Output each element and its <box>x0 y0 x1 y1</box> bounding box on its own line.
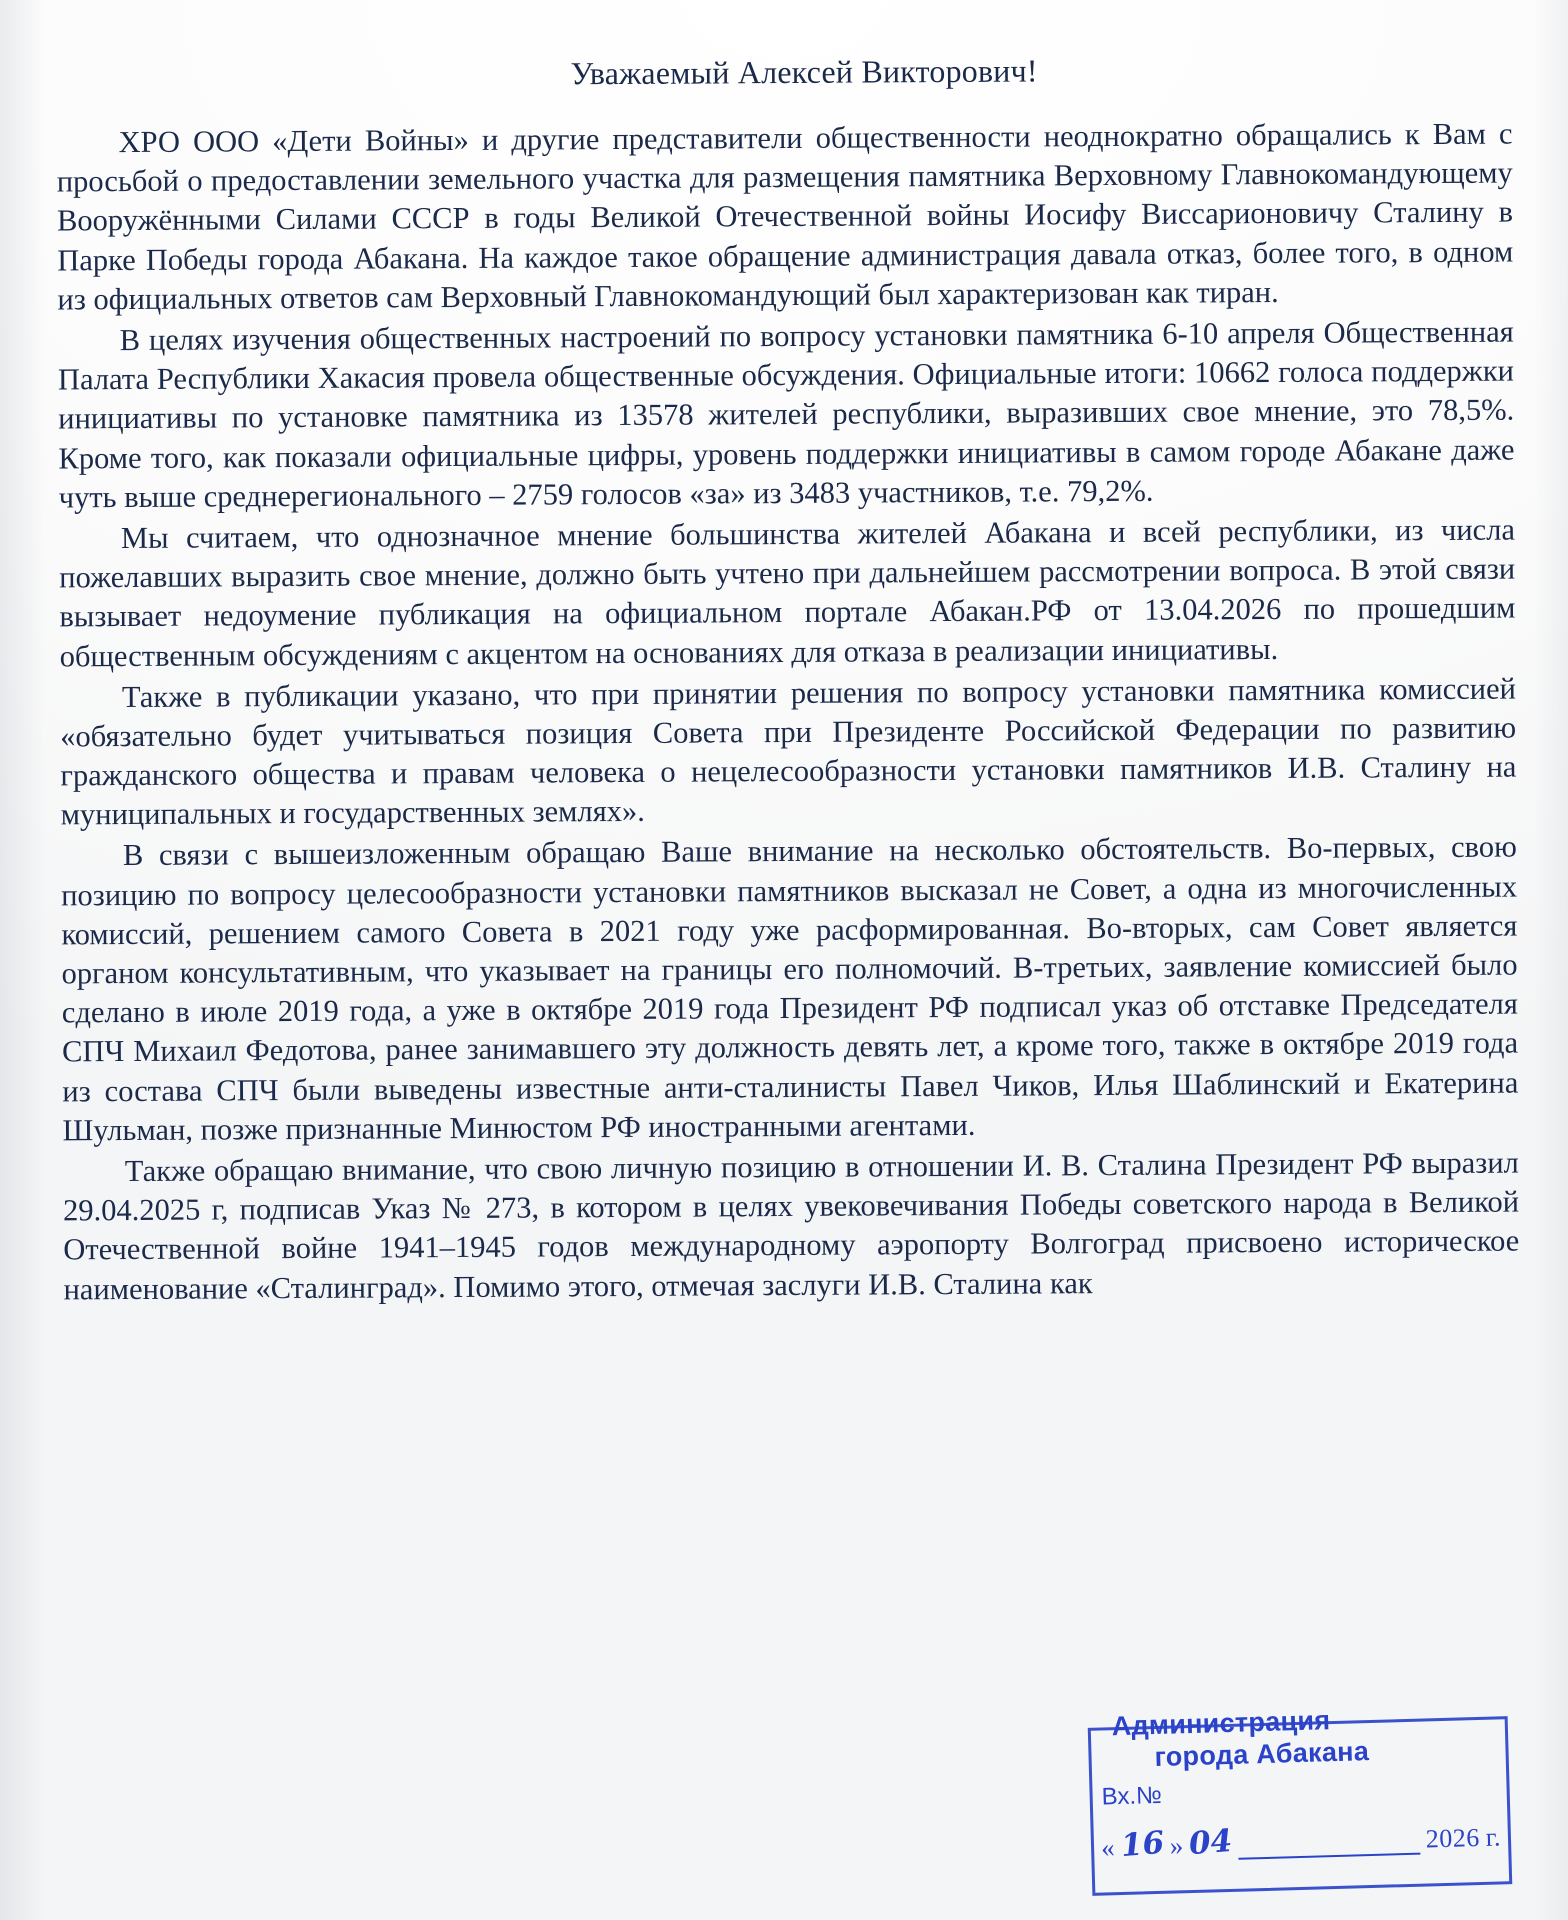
stamp-day-open-quote: « <box>1100 1832 1115 1863</box>
stamp-day-value: 16 <box>1119 1824 1166 1865</box>
paragraph: Мы считаем, что однозначное мнение большинства жителей Абакана и всей республики, из числа пожелавших выразить свое мнение, должно быть учтено при дальнейшем рассмотрении вопроса. В этой связи вызывает недоумение публикация на официальном портале Абакан.РФ от 13.04.2026 по прошедшим общественным обсуждениям с акцентом на основаниях для отказа в реализации инициативы. <box>59 512 1516 673</box>
paragraph: В целях изучения общественных настроений по вопросу установки памятника 6-10 апреля Общественная Палата Республики Хакасия провела общественные обсуждения. Официальные итоги: 10662 голоса поддержки инициативы по установке памятника из 13578 жителей республики, выразивших свое мнение, это 78,5%. Кроме того, как показали официальные цифры, уровень поддержки инициативы в самом городе Абакане даже чуть выше среднерегионального – 2759 голосов «за» из 3483 участников, т.е. 79,2%. <box>57 314 1515 515</box>
paragraph: Также в публикации указано, что при принятии решения по вопросу установки памятника комиссией «обязательно будет учитываться позиция Совета при Президенте Российской Федерации по развитию гражданского общества и правам человека о нецелесообразности установки памятников И.В. Сталину на муниципальных и государственных землях». <box>60 671 1517 832</box>
incoming-mail-stamp <box>1088 1705 1513 1896</box>
stamp-year-suffix: г. <box>1485 1822 1502 1852</box>
document-body <box>56 48 1520 1310</box>
stamp-year-value: 2026 <box>1425 1823 1481 1854</box>
stamp-incoming-number-label: Вх.№ <box>1101 1781 1163 1811</box>
stamp-month-value: 04 <box>1187 1822 1234 1863</box>
stamp-organization-line2: города Абакана <box>1154 1736 1370 1773</box>
salutation: Уважаемый Алексей Викторович! <box>570 52 1038 92</box>
paragraph: В связи с вышеизложенным обращаю Ваше внимание на несколько обстоятельств. Во-первых, свою позицию по вопросу целесообразности установки памятников высказал не Совет, а одна из многочисленных комиссий, решением самого Совета в 2021 году уже расформированная. Во-вторых, сам Совет является органом консультативным, что указывает на границы его полномочий. В-третьих, заявление комиссией было сделано в июле 2019 года, а уже в октябре 2019 года Президент РФ подписал указ об отставке Председателя СПЧ Михаил Федотова, ранее занимавшего эту должность девять лет, а кроме того, также в октябре 2019 года из состава СПЧ были выведены известные анти-сталинисты Павел Чиков, Илья Шаблинский и Екатерина Шульман, позже признанные Минюстом РФ иностранными агентами. <box>61 830 1519 1148</box>
stamp-rule <box>1238 1827 1420 1860</box>
paragraph: Также обращаю внимание, что свою личную позицию в отношении И. В. Сталина Президент РФ выразил 29.04.2025 г, подписав Указ № 273, в котором в целях увековечивания Победы советского народа в Великой Отечественной войне 1941–1945 годов международному аэропорту Волгоград присвоено историческое наименование «Сталинград». Помимо этого, отмечая заслуги И.В. Сталина как <box>62 1145 1520 1306</box>
paragraph: ХРО ООО «Дети Войны» и другие представители общественности неоднократно обращались к Вам с просьбой о предоставлении земельного участка для размещения памятника Верховному Главнокомандующему Вооружёнными Силами СССР в годы Великой Отечественной войны Иосифу Виссарионовичу Сталину в Парке Победы города Абакана. На каждое такое обращение администрация давала отказ, более того, в одном из официальных ответов сам Верховный Главнокомандующий был характеризован как тиран. <box>56 116 1514 317</box>
stamp-organization-line1: Администрация <box>1111 1705 1331 1742</box>
stamp-day-close-quote: » <box>1169 1830 1184 1861</box>
